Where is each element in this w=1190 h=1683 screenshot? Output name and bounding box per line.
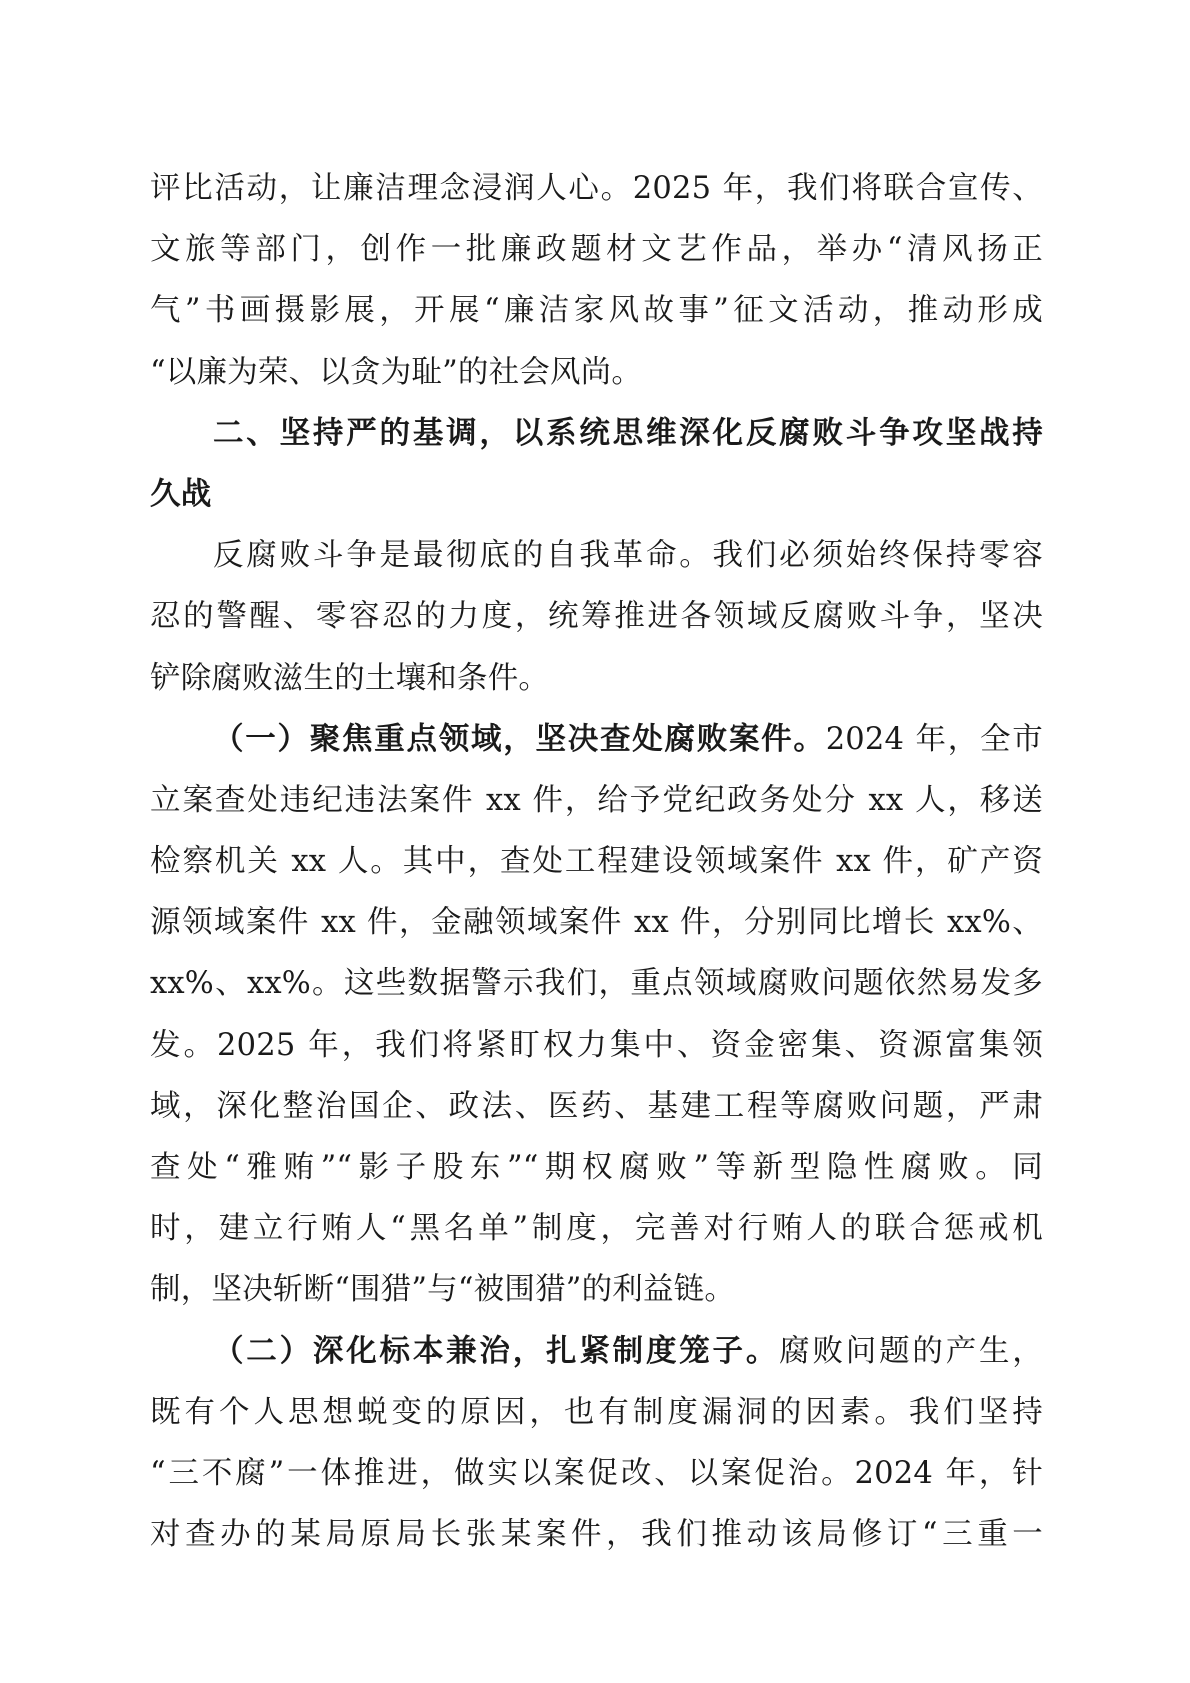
text-line: 铲除腐败滋生的土壤和条件。 xyxy=(150,660,550,696)
text-line xyxy=(150,709,1043,770)
text-line: 制，坚决斩断“围猎”与“被围猎”的利益链。 xyxy=(150,1272,736,1308)
text-line: xx%、xx%。这些数据警示我们，重点领域腐败问题依然易发多 xyxy=(150,966,1043,1002)
document-body xyxy=(150,158,1043,1565)
text-line: 域，深化整治国企、政法、医药、基建工程等腐败问题，严肃 xyxy=(150,1088,1043,1124)
text-line: “以廉为荣、以贪为耻”的社会风尚。 xyxy=(150,354,643,390)
text-line: 立案查处违纪违法案件 xx 件，给予党纪政务处分 xx 人，移送 xyxy=(150,782,1043,818)
paragraph-key-fields xyxy=(150,709,1043,1321)
text-line: 对查办的某局原局长张某案件，我们推动该局修订“三重一 xyxy=(150,1517,1043,1553)
paragraph-culture-activities xyxy=(150,158,1043,403)
text-line xyxy=(150,1321,1043,1382)
text-line: 发。2025 年，我们将紧盯权力集中、资金密集、资源富集领 xyxy=(150,1027,1043,1063)
text-line: 既有个人思想蜕变的原因，也有制度漏洞的因素。我们坚持 xyxy=(150,1394,1043,1430)
heading-line: 二、坚持严的基调，以系统思维深化反腐败斗争攻坚战持 xyxy=(213,415,1043,451)
section-heading-two xyxy=(150,403,1043,525)
subsection-lead-one: （一）聚焦重点领域，坚决查处腐败案件。 xyxy=(213,720,826,757)
text-fragment: 2024 年，全市 xyxy=(825,721,1043,757)
text-line: 检察机关 xx 人。其中，查处工程建设领域案件 xx 件，矿产资 xyxy=(150,844,1043,880)
text-line: 反腐败斗争是最彻底的自我革命。我们必须始终保持零容 xyxy=(213,538,1043,574)
heading-line: 久战 xyxy=(150,476,212,512)
text-line: 源领域案件 xx 件，金融领域案件 xx 件，分别同比增长 xx%、 xyxy=(150,905,1043,941)
text-line: 文旅等部门，创作一批廉政题材文艺作品，举办“清风扬正 xyxy=(150,232,1043,268)
text-line: 时，建立行贿人“黑名单”制度，完善对行贿人的联合惩戒机 xyxy=(150,1211,1043,1247)
text-line: 评比活动，让廉洁理念浸润人心。2025 年，我们将联合宣传、 xyxy=(150,171,1043,206)
text-line: 忍的警醒、零容忍的力度，统筹推进各领域反腐败斗争，坚决 xyxy=(150,599,1043,635)
paragraph-anti-corruption-intro xyxy=(150,525,1043,709)
text-line: “三不腐”一体推进，做实以案促改、以案促治。2024 年，针 xyxy=(150,1455,1043,1491)
subsection-lead-two: （二）深化标本兼治，扎紧制度笼子。 xyxy=(213,1332,780,1369)
text-line: 查处“雅贿”“影子股东”“期权腐败”等新型隐性腐败。同 xyxy=(150,1150,1043,1185)
text-line: 气”书画摄影展，开展“廉洁家风故事”征文活动，推动形成 xyxy=(150,293,1043,329)
paragraph-root-and-branch xyxy=(150,1321,1043,1566)
text-fragment: 腐败问题的产生， xyxy=(779,1333,1043,1369)
